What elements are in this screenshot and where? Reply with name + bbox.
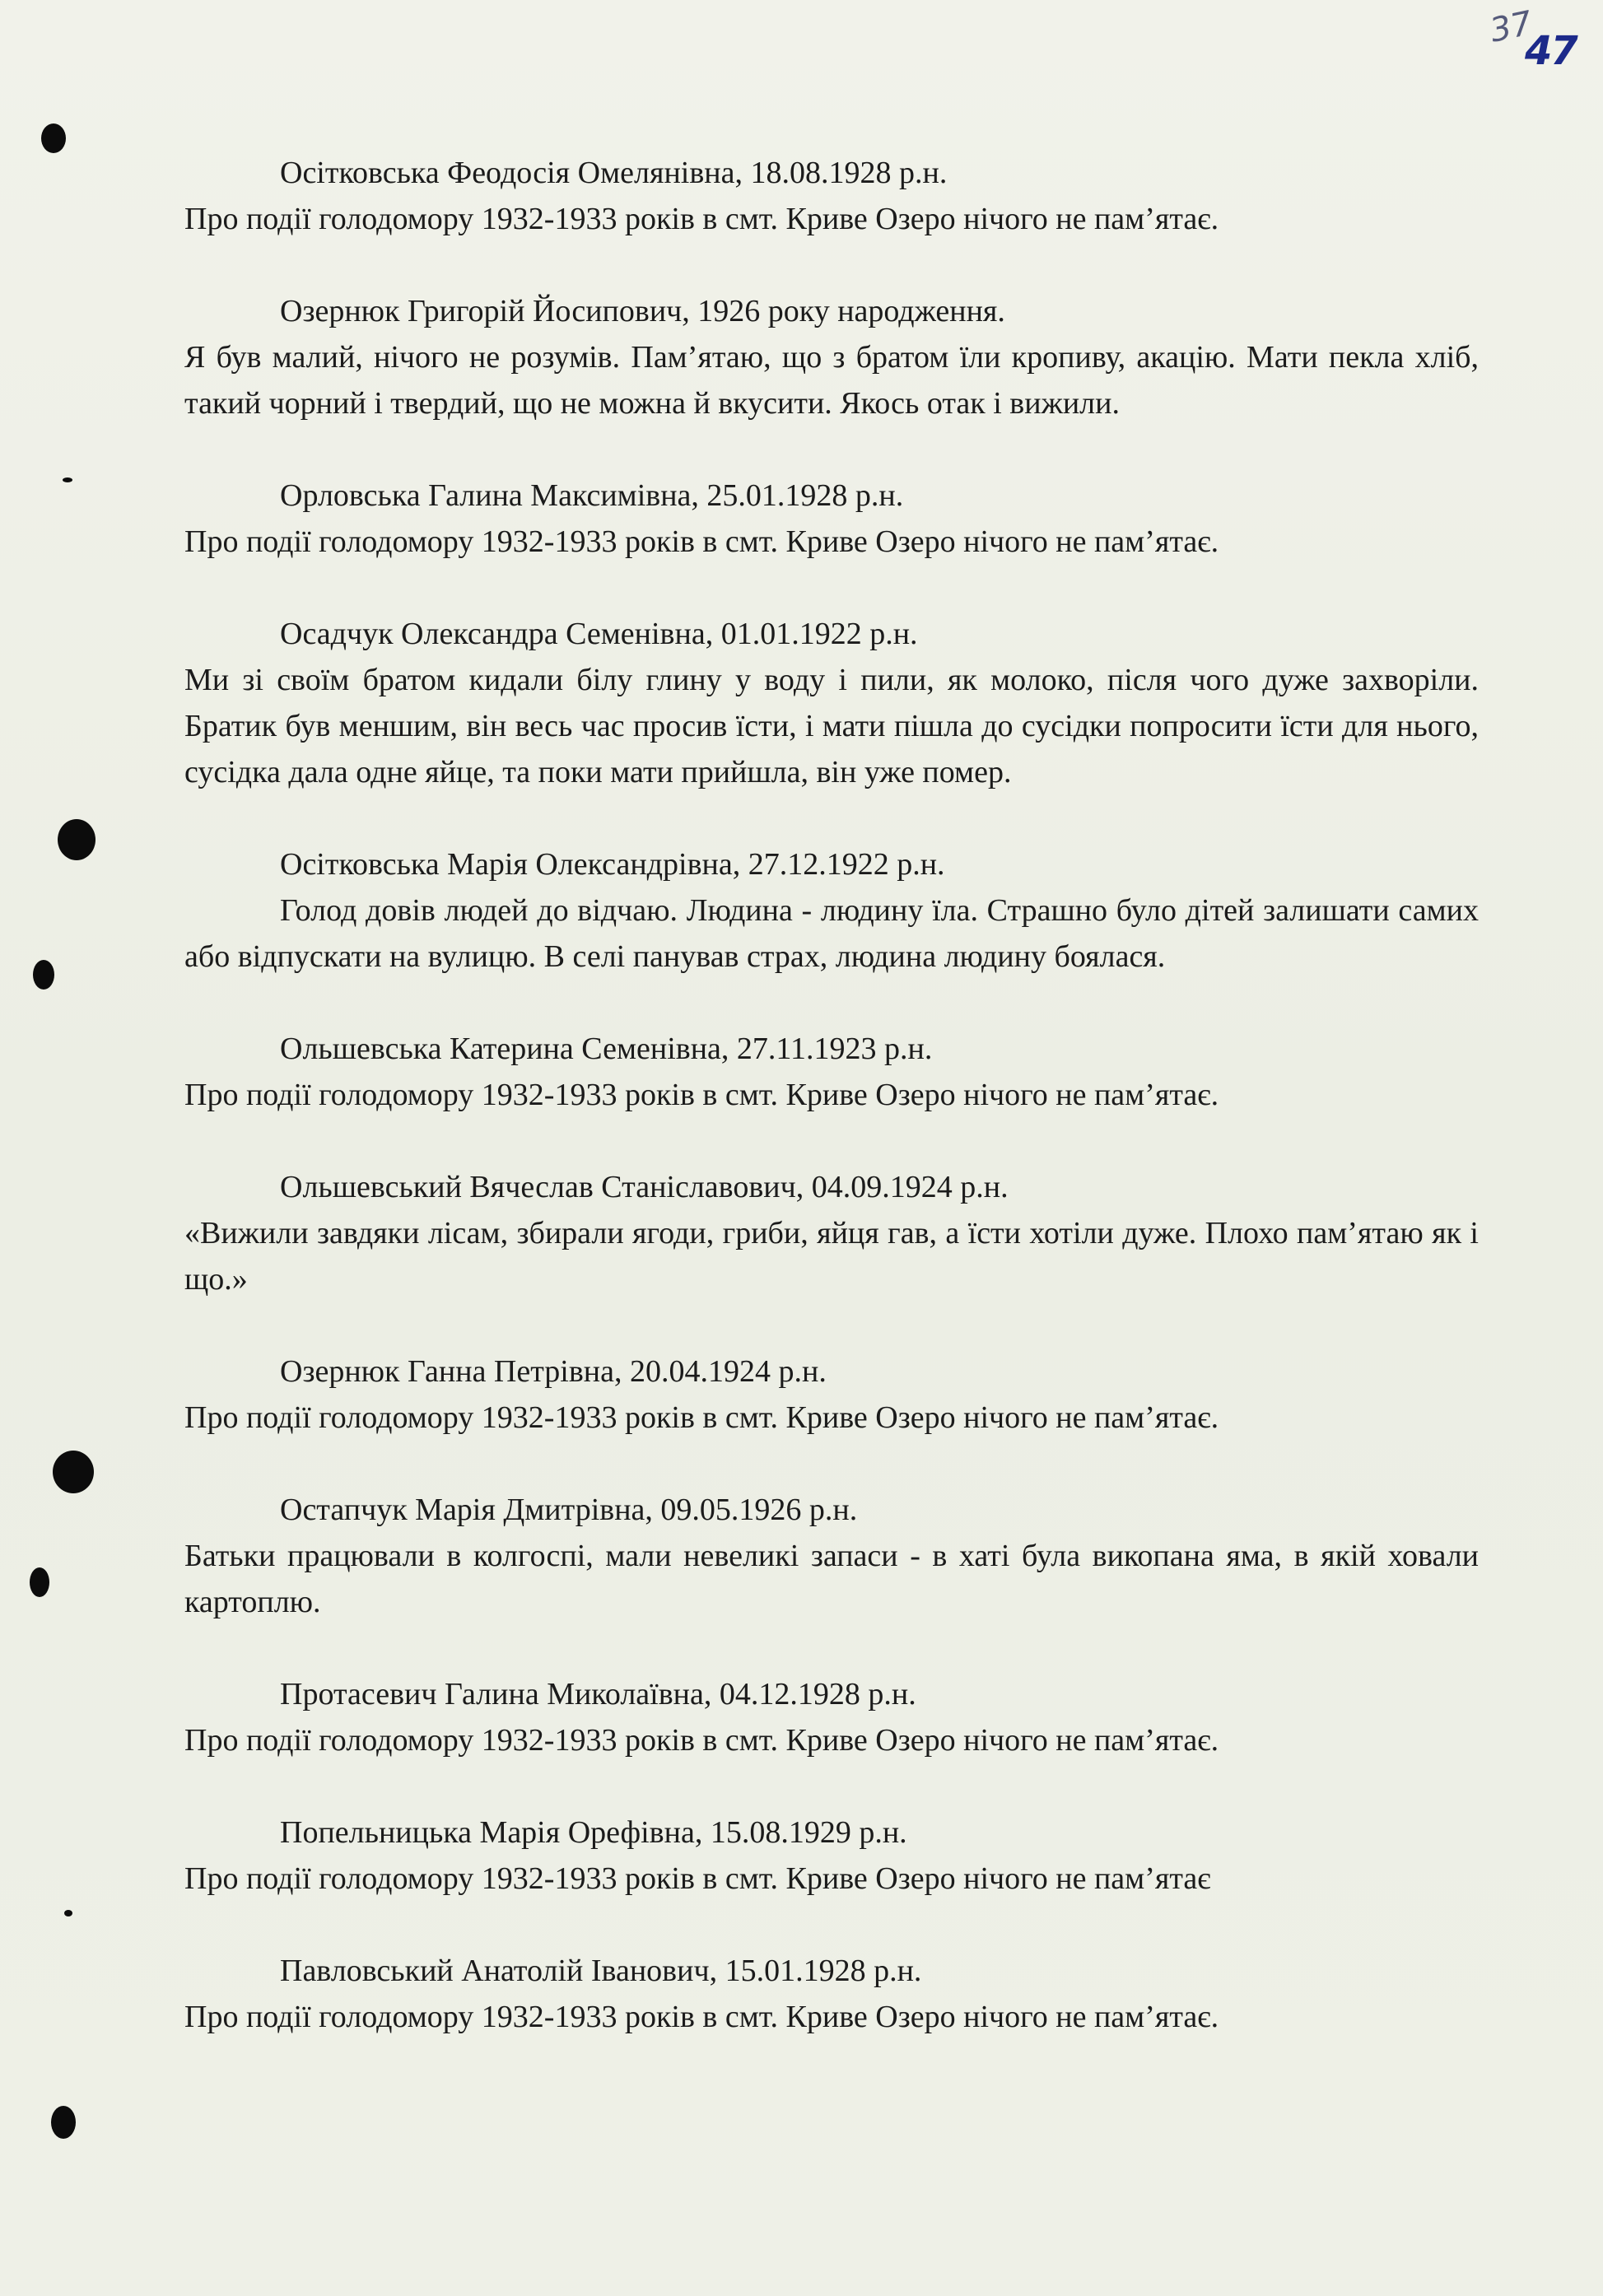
folio-old-number: 37 (1486, 4, 1536, 50)
punch-hole (51, 2106, 76, 2139)
person-name: Попельницька Марія Орефівна, 15.08.1929 р.н. (280, 1815, 907, 1850)
testimony-text: Про події голодомору 1932-1933 років в смт. Криве Озеро нічого не пам’ятає. (184, 1400, 1219, 1435)
testimony-text: Про події голодомору 1932-1933 років в смт. Криве Озеро нічого не пам’ятає. (184, 1078, 1219, 1112)
testimony-entry (184, 1348, 1479, 1441)
person-name: Осітковська Феодосія Омелянівна, 18.08.1928 р.н. (280, 156, 948, 190)
punch-hole (58, 819, 96, 860)
testimony-text: Ми зі своїм братом кидали білу глину у воду і пили, як молоко, після чого дуже захворіли. Братик був меншим, він весь час просив їсти, і мати пішла до сусідки попросити їсти для нього, сусідка дала одне яйце, та поки мати прийшла, він уже помер. (184, 663, 1479, 789)
testimony-entry (184, 841, 1479, 980)
testimony-entry (184, 1487, 1479, 1625)
person-name: Озернюк Ганна Петрівна, 20.04.1924 р.н. (280, 1354, 827, 1389)
testimony-text: Про події голодомору 1932-1933 років в смт. Криве Озеро нічого не пам’ятає. (184, 1723, 1219, 1758)
folio-number (1482, 4, 1589, 74)
testimony-entry (184, 288, 1479, 426)
testimony-entry (184, 1026, 1479, 1118)
testimony-text: Про події голодомору 1932-1933 років в смт. Криве Озеро нічого не пам’ятає (184, 1861, 1211, 1896)
person-name: Остапчук Марія Дмитрівна, 09.05.1926 р.н. (280, 1493, 858, 1527)
testimony-entry (184, 1671, 1479, 1763)
person-name: Озернюк Григорій Йосипович, 1926 року народження. (280, 294, 1005, 328)
person-name: Ольшевський Вячеслав Станіславович, 04.09.1924 р.н. (280, 1170, 1009, 1204)
person-name: Осітковська Марія Олександрівна, 27.12.1922 р.н. (280, 847, 945, 882)
folio-new-number: 47 (1525, 28, 1577, 74)
testimony-entry (184, 1809, 1479, 1902)
person-name: Ольшевська Катерина Семенівна, 27.11.1923 р.н. (280, 1032, 933, 1066)
person-name: Орловська Галина Максимівна, 25.01.1928 р.н. (280, 478, 904, 513)
testimony-entry (184, 150, 1479, 242)
testimony-text: «Вижили завдяки лісам, збирали ягоди, гриби, яйця гав, а їсти хотіли дуже. Плохо пам’ятаю як і що.» (184, 1216, 1479, 1297)
testimony-list (184, 150, 1479, 2086)
testimony-text: Про події голодомору 1932-1933 років в смт. Криве Озеро нічого не пам’ятає. (184, 202, 1219, 236)
testimony-entry (184, 473, 1479, 565)
punch-hole (63, 477, 72, 482)
punch-hole (41, 123, 66, 153)
testimony-text: Голод довів людей до відчаю. Людина - людину їла. Страшно було дітей залишати самих або відпускати на вулицю. В селі панував страх, людина людину боялася. (184, 893, 1479, 974)
testimony-text: Про події голодомору 1932-1933 років в смт. Криве Озеро нічого не пам’ятає. (184, 2000, 1219, 2034)
punch-hole (64, 1910, 72, 1916)
testimony-entry (184, 1164, 1479, 1302)
punch-hole (53, 1451, 94, 1493)
testimony-text: Батьки працювали в колгоспі, мали невеликі запаси - в хаті була викопана яма, в якій ховали картоплю. (184, 1539, 1479, 1619)
punch-hole (30, 1567, 49, 1597)
testimony-entry (184, 1948, 1479, 2040)
person-name: Протасевич Галина Миколаївна, 04.12.1928 р.н. (280, 1677, 916, 1712)
testimony-text: Я був малий, нічого не розумів. Пам’ятаю, що з братом їли кропиву, акацію. Мати пекла хліб, такий чорний і твердий, що не можна й вкусити. Якось отак і вижили. (184, 340, 1479, 421)
person-name: Павловський Анатолій Іванович, 15.01.1928 р.н. (280, 1954, 922, 1988)
person-name: Осадчук Олександра Семенівна, 01.01.1922 р.н. (280, 617, 918, 651)
testimony-text: Про події голодомору 1932-1933 років в смт. Криве Озеро нічого не пам’ятає. (184, 524, 1219, 559)
punch-hole (33, 960, 54, 990)
testimony-entry (184, 611, 1479, 795)
